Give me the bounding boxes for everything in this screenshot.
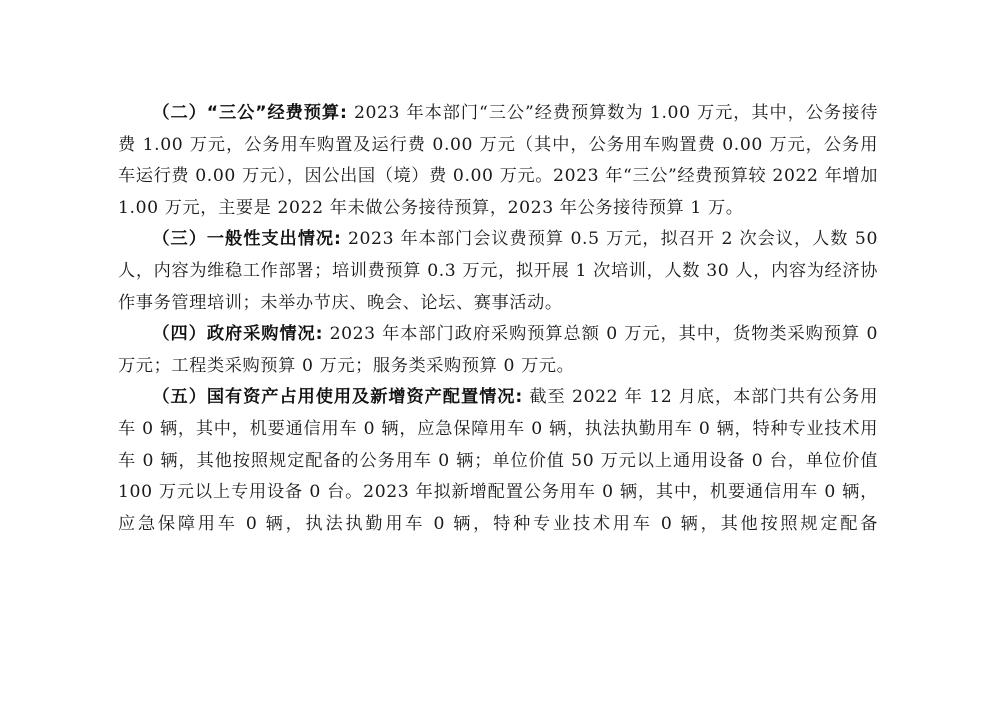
- paragraph-text: 2023 年本部门政府采购预算总额 0 万元，其中，货物类采购预算 0 万元；工程类采购预算 0 万元；服务类采购预算 0 万元。: [118, 324, 879, 376]
- paragraph-text: 2023 年本部门会议费预算 0.5 万元，拟召开 2 次会议，人数 50 人，内容为维稳工作部署；培训费预算 0.3 万元，拟开展 1 次培训，人数 30 人，内容为经济协作事务管理培训；未举办节庆、晚会、论坛、赛事活动。: [118, 229, 878, 313]
- paragraph-heading: （二）“三公”经费预算:: [152, 103, 348, 123]
- paragraph-sangong-budget: [118, 98, 878, 224]
- document-body: [118, 98, 878, 540]
- paragraph-general-expenses: [118, 224, 878, 319]
- paragraph-text: 截至 2022 年 12 月底，本部门共有公务用车 0 辆，其中，机要通信用车 0 辆，应急保障用车 0 辆，执法执勤用车 0 辆，特种专业技术用车 0 辆，其他按照规定配备的公务用车 0 辆；单位价值 50 万元以上通用设备 0 台，单位价值 100 万元以上专用设备 0 台。2023 年拟新增配置公务用车 0 辆，其中，机要通信用车 0 辆，应急保障用车 0 辆，执法执勤用车 0 辆，特种专业技术用车 0 辆，其他按照规定配备: [118, 387, 878, 534]
- paragraph-state-assets: [118, 382, 878, 540]
- paragraph-heading: （四）政府采购情况:: [152, 324, 324, 345]
- paragraph-heading: （五）国有资产占用使用及新增资产配置情况:: [152, 387, 523, 408]
- paragraph-procurement: [118, 319, 878, 382]
- paragraph-text: 2023 年本部门“三公”经费预算数为 1.00 万元，其中，公务接待费 1.00 万元，公务用车购置及运行费 0.00 万元（其中，公务用车购置费 0.00 万元，公务用车运行费 0.00 万元），因公出国（境）费 0.00 万元。2023 年“三公”经费预算较 2022 年增加 1.00 万元，主要是 2022 年未做公务接待预算，2023 年公务接待预算 1 万。: [118, 103, 878, 218]
- paragraph-heading: （三）一般性支出情况:: [152, 229, 342, 250]
